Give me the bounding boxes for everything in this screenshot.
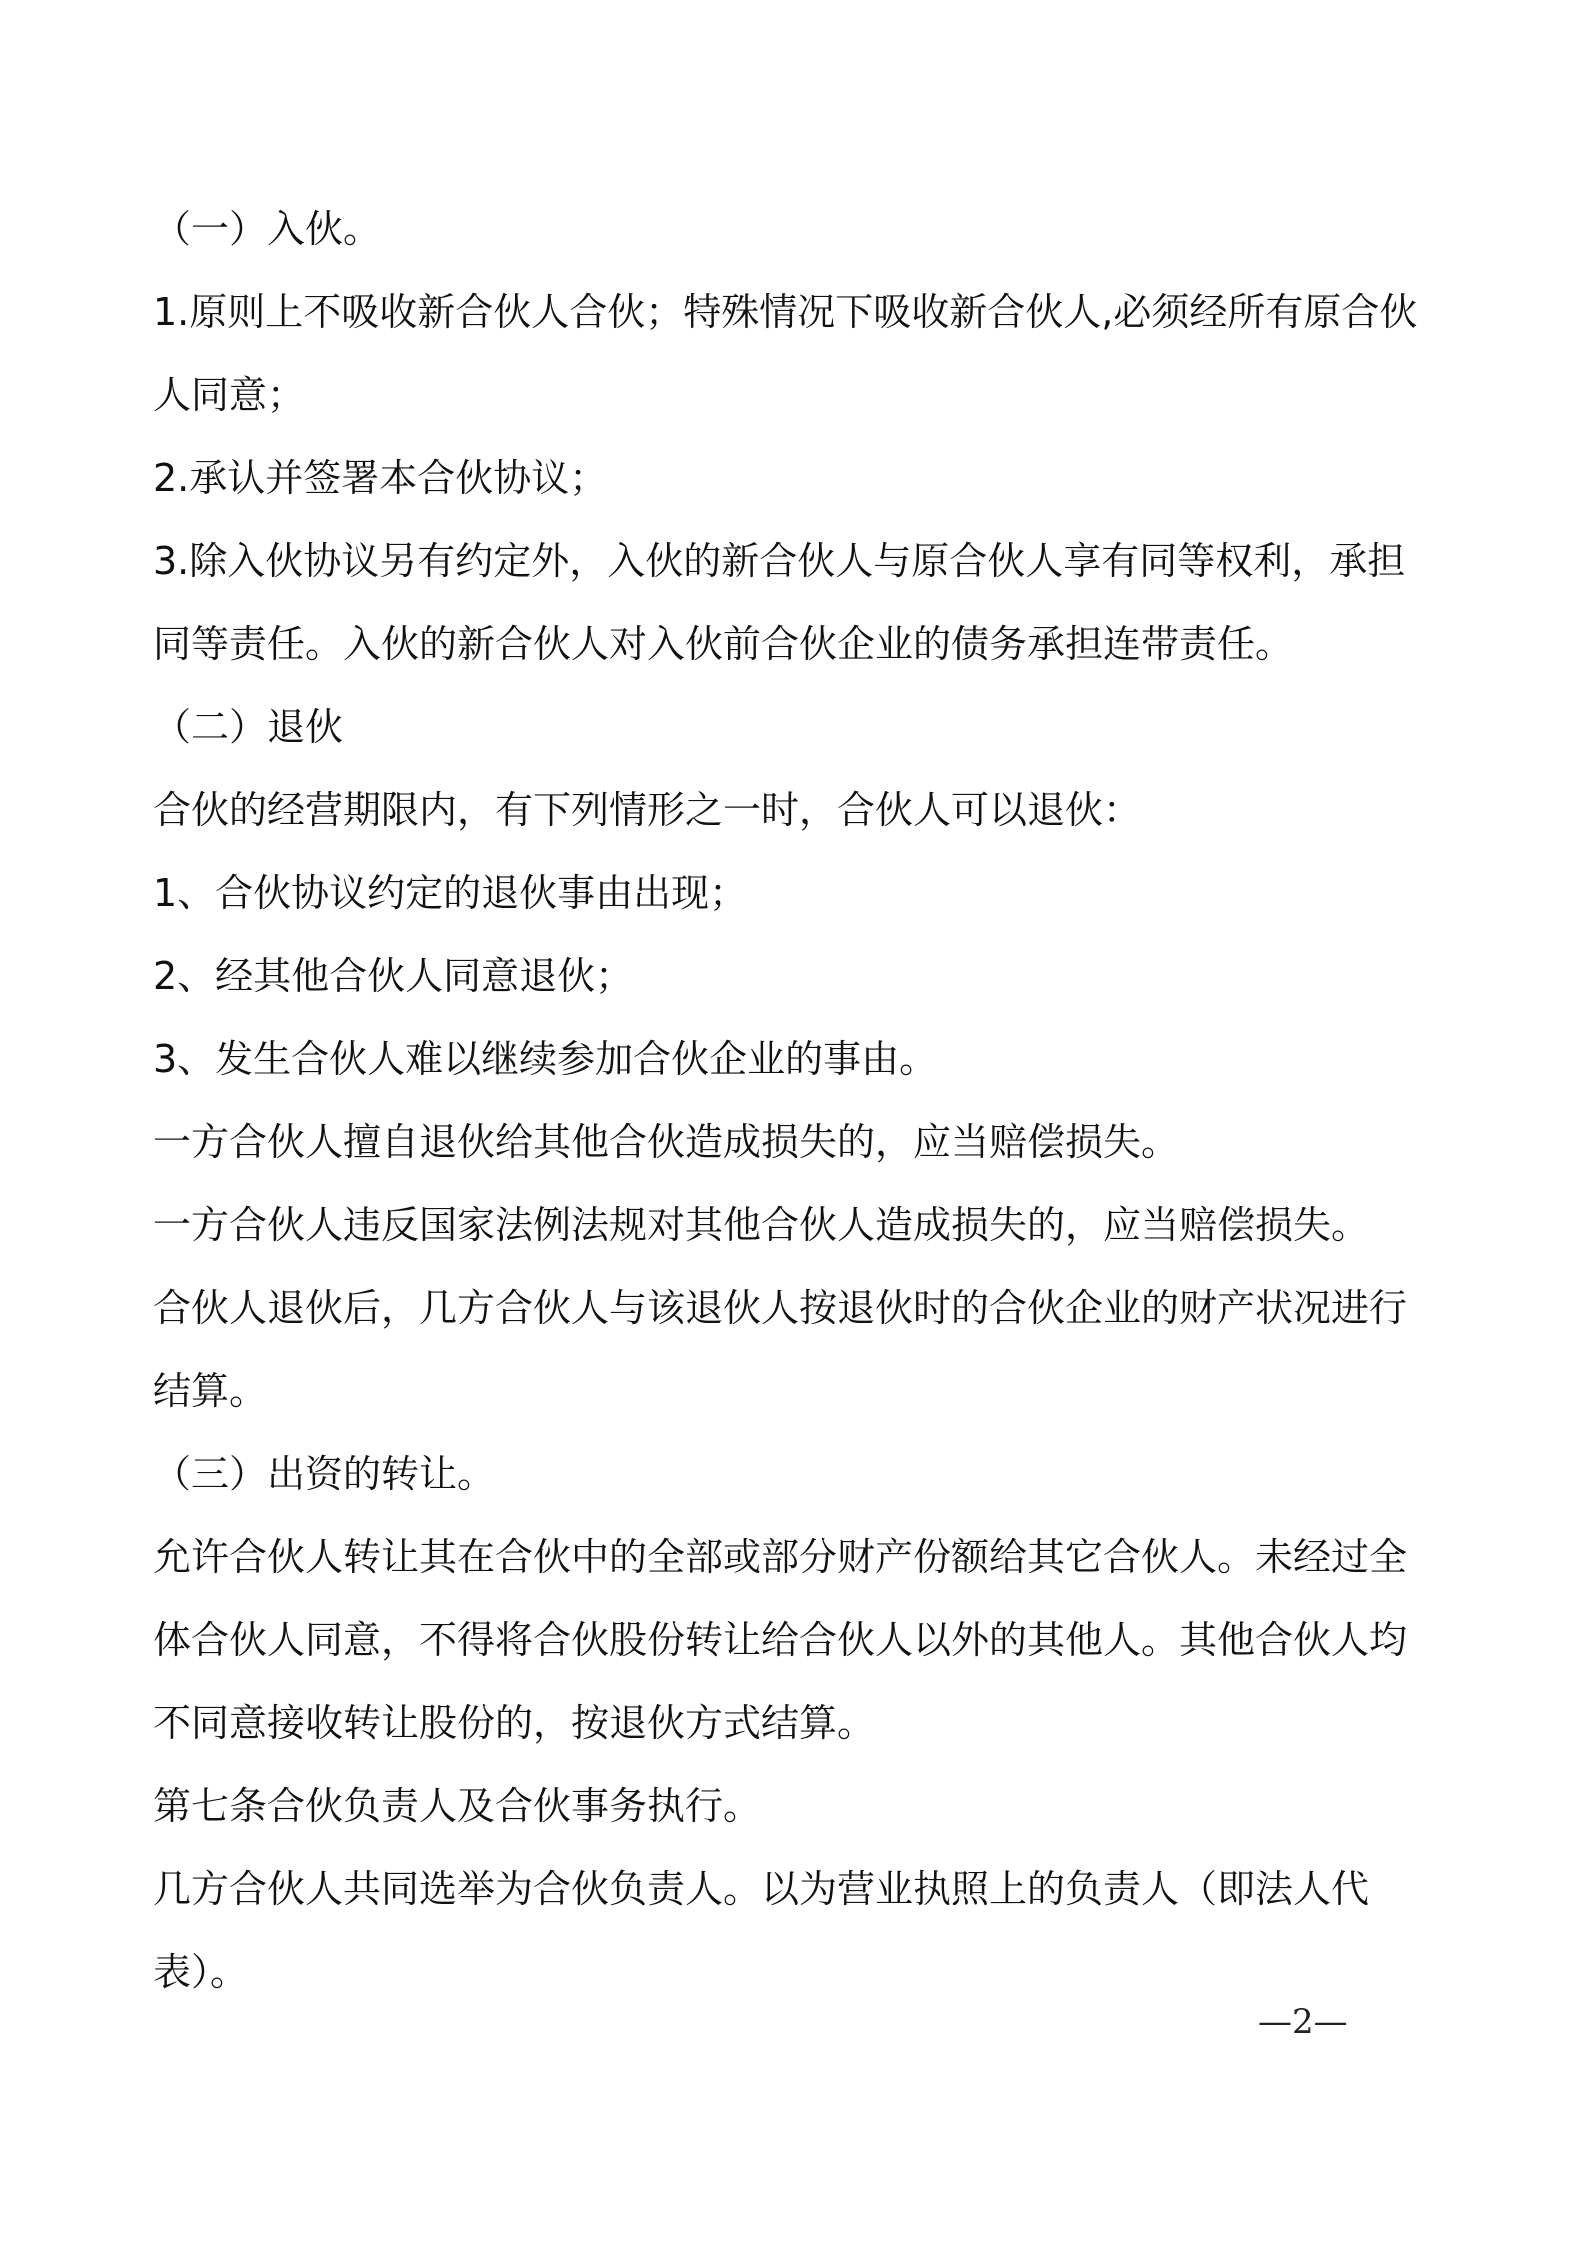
section-heading-transfer: （三）出资的转让。: [153, 1452, 496, 1496]
withdrawal-compensation-2: 一方合伙人违反国家法例法规对其他合伙人造成损失的，应当赔偿损失。: [153, 1203, 1370, 1247]
withdrawal-item-2: 2、经其他合伙人同意退伙；: [153, 954, 634, 998]
withdrawal-compensation-1: 一方合伙人擅自退伙给其他合伙造成损失的，应当赔偿损失。: [153, 1120, 1180, 1164]
clause-join-2: 2.承认并签署本合伙协议；: [153, 456, 608, 500]
clause-join-3: 3.除入伙协议另有约定外，入伙的新合伙人与原合伙人享有同等权利，承担同等责任。入伙的新合伙人对入伙前合伙企业的债务承担连带责任。: [153, 539, 1406, 666]
document-body: [153, 188, 1443, 2014]
withdrawal-settlement: 合伙人退伙后，几方合伙人与该退伙人按退伙时的合伙企业的财产状况进行结算。: [153, 1286, 1408, 1413]
section-heading-withdrawal: （二）退伙: [153, 705, 344, 749]
withdrawal-item-3: 3、发生合伙人难以继续参加合伙企业的事由。: [153, 1037, 938, 1081]
page-number: —2—: [1258, 2002, 1348, 2042]
withdrawal-intro: 合伙的经营期限内，有下列情形之一时，合伙人可以退伙：: [153, 788, 1142, 832]
article-seven-clause: 几方合伙人共同选举为合伙负责人。以为营业执照上的负责人（即法人代表）。: [153, 1867, 1370, 1994]
section-heading-join: （一）入伙。: [153, 207, 382, 251]
withdrawal-item-1: 1、合伙协议约定的退伙事由出现；: [153, 871, 748, 915]
article-seven-heading: 第七条合伙负责人及合伙事务执行。: [153, 1784, 762, 1828]
transfer-clause: 允许合伙人转让其在合伙中的全部或部分财产份额给其它合伙人。未经过全体合伙人同意，不得将合伙股份转让给合伙人以外的其他人。其他合伙人均不同意接收转让股份的，按退伙方式结算。: [153, 1535, 1408, 1745]
clause-join-1: 1.原则上不吸收新合伙人合伙；特殊情况下吸收新合伙人,必须经所有原合伙人同意；: [153, 290, 1418, 417]
